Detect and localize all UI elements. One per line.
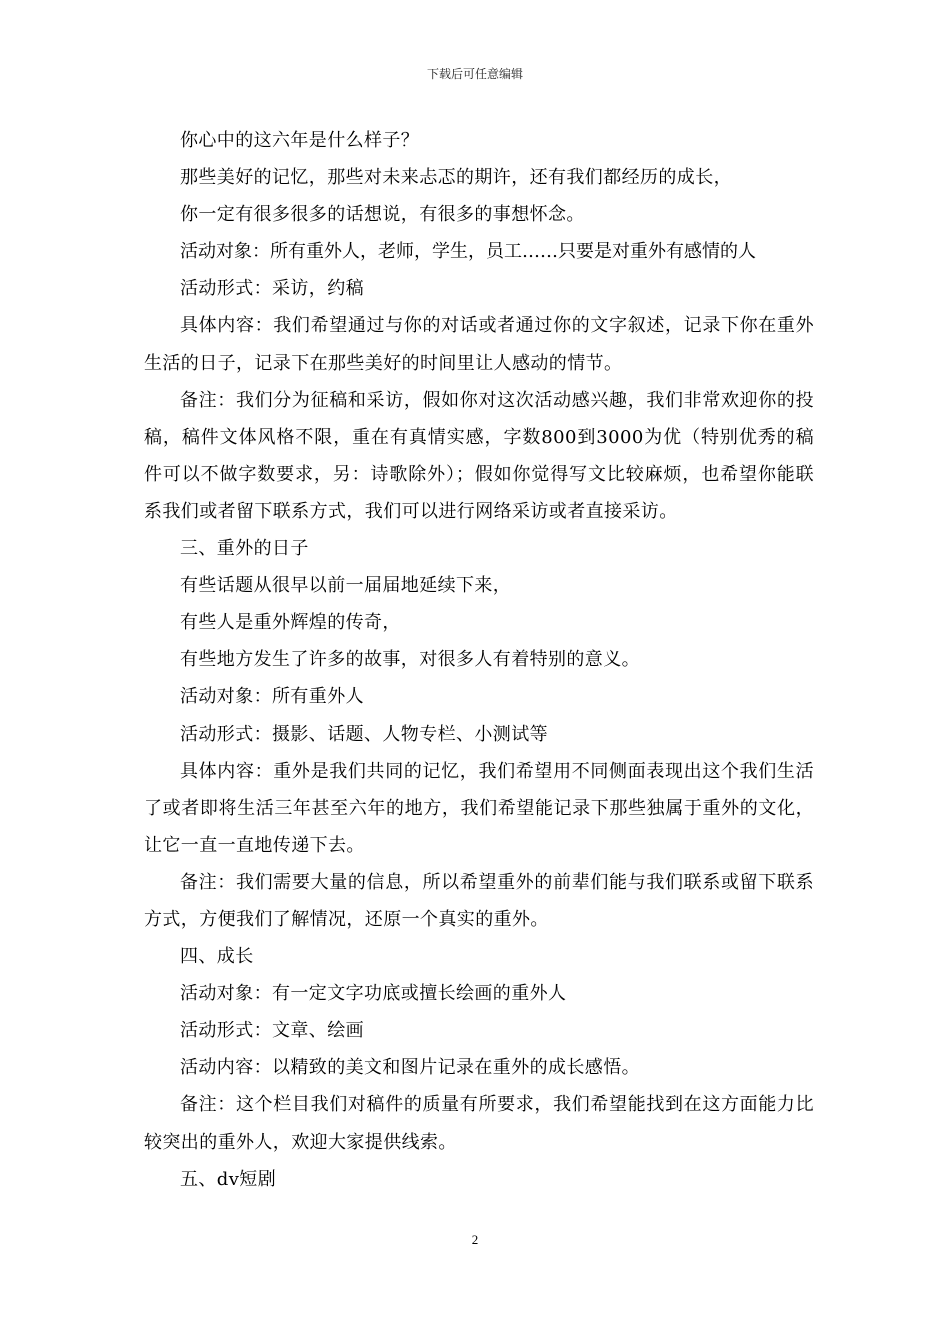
page-header: 下载后可任意编辑 — [426, 67, 523, 81]
section-heading: 五、dv短剧 — [180, 1168, 277, 1190]
paragraph: 那些美好的记忆，那些对未来忐忑的期许，还有我们都经历的成长， — [180, 167, 732, 189]
paragraph: 活动内容：以精致的美文和图片记录在重外的成长感悟。 — [180, 1057, 640, 1079]
paragraph: 备注：这个栏目我们对稿件的质量有所要求，我们希望能找到在这方面能力比较突出的重外人，欢迎大家提供线索。 — [144, 1094, 814, 1153]
section-heading: 四、成长 — [180, 946, 254, 968]
paragraph: 活动对象：所有重外人，老师，学生，员工……只要是对重外有感情的人 — [180, 241, 756, 263]
paragraph: 活动形式：摄影、话题、人物专栏、小测试等 — [180, 723, 548, 745]
paragraph: 活动形式：采访，约稿 — [180, 278, 364, 300]
paragraph: 有些人是重外辉煌的传奇， — [180, 612, 401, 634]
paragraph: 具体内容：重外是我们共同的记忆，我们希望用不同侧面表现出这个我们生活了或者即将生活三年甚至六年的地方，我们希望能记录下那些独属于重外的文化，让它一直一直地传递下去。 — [144, 760, 814, 856]
page-number: 2 — [471, 1232, 479, 1247]
paragraph: 活动对象：所有重外人 — [180, 686, 364, 708]
paragraph: 备注：我们需要大量的信息，所以希望重外的前辈们能与我们联系或留下联系方式，方便我们了解情况，还原一个真实的重外。 — [144, 871, 814, 930]
paragraph: 有些话题从很早以前一届届地延续下来， — [180, 575, 512, 597]
paragraph: 你心中的这六年是什么样子？ — [180, 130, 420, 151]
paragraph: 活动形式：文章、绘画 — [180, 1020, 364, 1042]
paragraph: 有些地方发生了许多的故事，对很多人有着特别的意义。 — [180, 649, 640, 671]
paragraph: 备注：我们分为征稿和采访，假如你对这次活动感兴趣，我们非常欢迎你的投稿，稿件文体风格不限，重在有真情实感，字数800到3000为优（特别优秀的稿件可以不做字数要求，另：诗歌除外）；假如你觉得写文比较麻烦，也希望你能联系我们或者留下联系方式，我们可以进行网络采访或者直接采访。 — [144, 389, 814, 522]
paragraph: 活动对象：有一定文字功底或擅长绘画的重外人 — [180, 983, 567, 1005]
section-heading: 三、重外的日子 — [180, 538, 309, 560]
paragraph: 具体内容：我们希望通过与你的对话或者通过你的文字叙述，记录下你在重外生活的日子，记录下在那些美好的时间里让人感动的情节。 — [144, 315, 814, 374]
paragraph: 你一定有很多很多的话想说，有很多的事想怀念。 — [180, 204, 585, 226]
document-body — [144, 122, 814, 1198]
